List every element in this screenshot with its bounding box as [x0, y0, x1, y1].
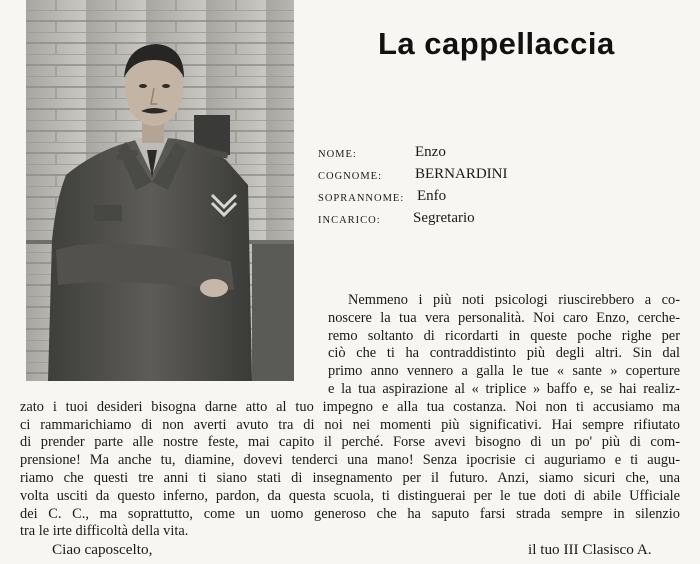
page-title: La cappellaccia	[378, 26, 615, 61]
field-value-nome: Enzo	[415, 144, 446, 160]
body-line: primo anno vennero a galla le tue « sante » coperture	[328, 363, 680, 380]
field-label-nome: NOME:	[318, 149, 357, 160]
body-line: remo soltanto di ricordarti in queste poche righe per	[328, 327, 680, 344]
body-line: riamo che questi tre anni ti siano stati di insegnamento per il futuro. Anzi, siamo sicuri che, una	[20, 470, 680, 486]
body-line: tra le irte difficoltà della vita.	[20, 523, 189, 540]
field-label-soprannome: SOPRANNOME:	[318, 193, 405, 204]
closing-signature: il tuo III Clasisco A.	[528, 541, 652, 558]
body-line: zato i tuoi desideri bisogna darne atto al tuo impegno e alla tua costanza. Noi non ti accusiamo ma	[20, 398, 680, 415]
body-line: e la tua aspirazione al « triplice » baffo e, se hai realiz-	[328, 381, 680, 397]
closing-greeting: Ciao caposcelto,	[52, 541, 153, 558]
portrait-photo	[26, 0, 294, 381]
body-line: di prender parte alle nostre feste, mai capito il perché. Forse avevi bisogno di un po' più di com-	[20, 434, 680, 451]
body-line: dei C. C., ma soprattutto, come un uomo generoso che ha saputo farsi strada sempre in silenzio	[20, 505, 680, 522]
field-label-cognome: COGNOME:	[318, 171, 383, 182]
body-line: noscere la tua vera personalità. Noi caro Enzo, cerche-	[328, 309, 680, 326]
field-value-soprannome: Enfo	[417, 188, 447, 204]
body-line: ciò che ti ha contraddistinto più degli altri. Sin dal	[328, 345, 680, 362]
body-line: ci rammarichiamo di non averti avuto tra di noi nei momenti più significativi. Hai sempre rifiutato	[20, 416, 680, 433]
field-label-incarico: INCARICO:	[318, 215, 381, 226]
field-value-cognome: BERNARDINI	[415, 166, 508, 182]
field-value-incarico: Segretario	[413, 210, 475, 226]
body-line: volta usciti da questo inferno, pardon, da questa scuola, ti distinguerai per le tue doti di abile Ufficiale	[20, 487, 680, 504]
body-line: prensione! Ma anche tu, diamine, dovevi tenderci una mano! Senza ipocrisie ci auguriamo e ti augu-	[20, 452, 680, 469]
body-line: Nemmeno i più noti psicologi riuscirebbero a co-	[348, 292, 680, 308]
